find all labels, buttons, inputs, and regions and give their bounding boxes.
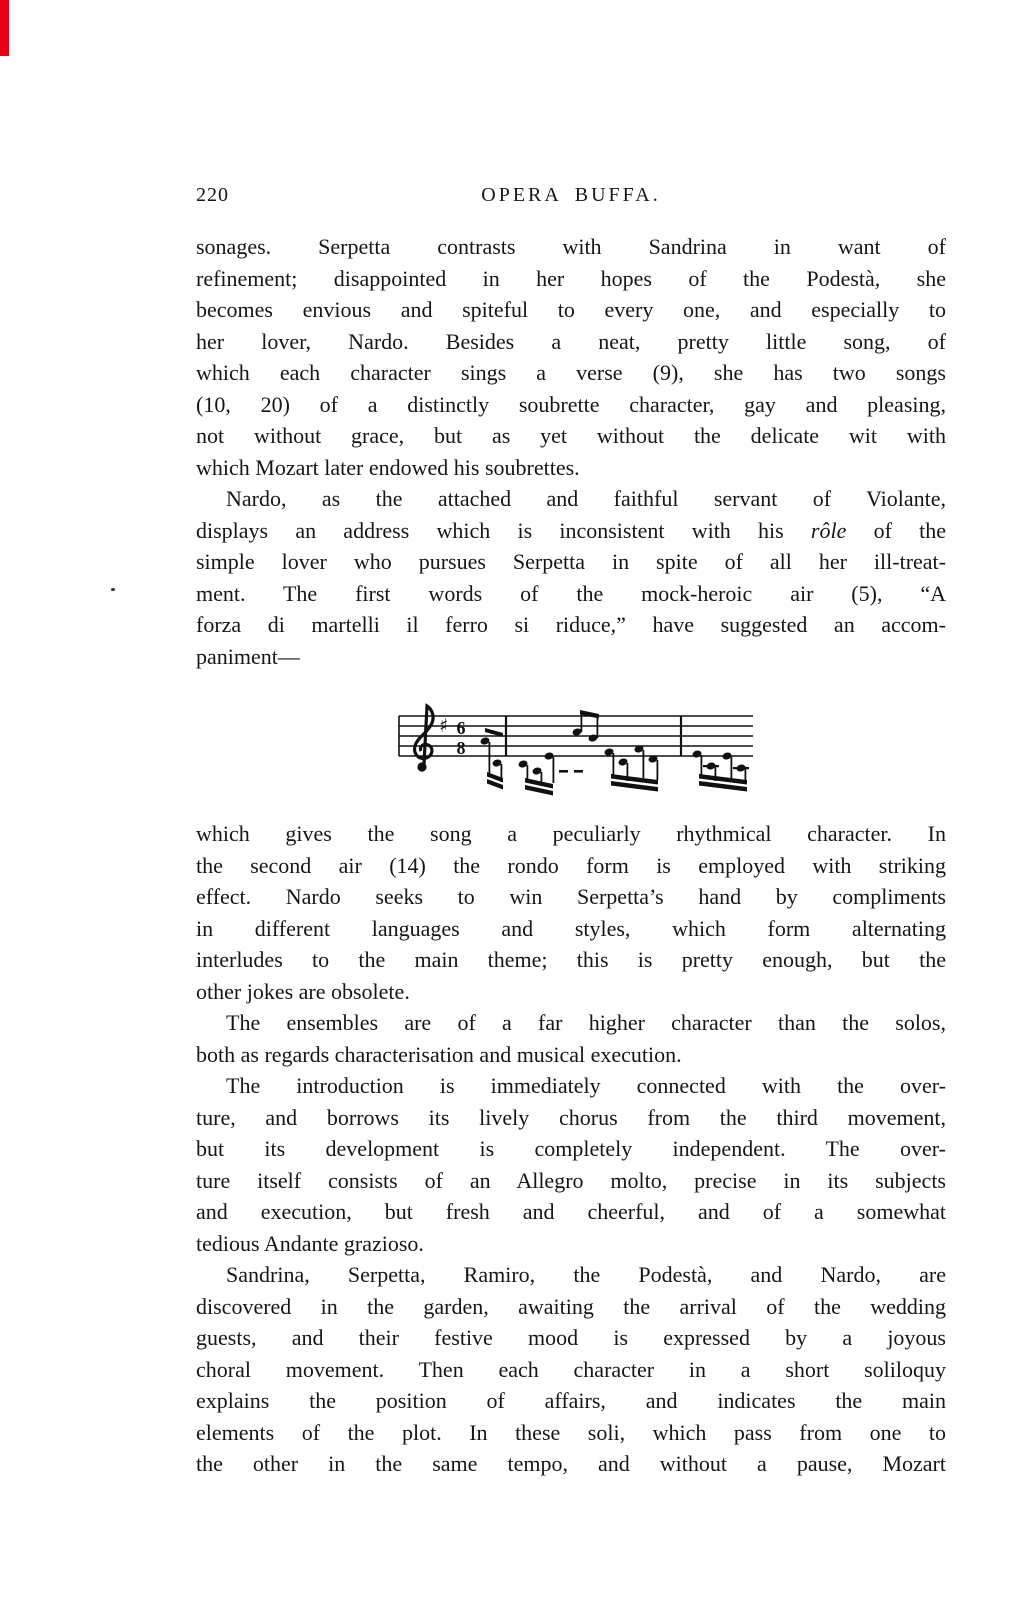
text-line: simple lover who pursues Serpetta in spite of all her ill-treat-: [196, 549, 946, 574]
text-line: and execution, but fresh and cheerful, and of a somewhat: [196, 1199, 946, 1224]
text-line: elements of the plot. In these soli, which pass from one to: [196, 1419, 946, 1445]
paragraph: [196, 1259, 946, 1480]
scan-red-mark: [0, 0, 9, 56]
text-line: discovered in the garden, awaiting the arrival of the wedding: [196, 1293, 946, 1319]
text-line: The ensembles are of a far higher character than the solos,: [226, 1010, 946, 1035]
running-title: OPERA BUFFA.: [481, 184, 661, 206]
paragraph: [196, 818, 946, 1007]
text-line: becomes envious and spiteful to every one, and especially to: [196, 297, 946, 322]
body-text: [196, 231, 946, 1480]
notes-measure-2: [518, 710, 659, 796]
text-line: choral movement. Then each character in a short soliloquy: [196, 1356, 946, 1382]
paragraph: [196, 231, 946, 483]
text-line: ture itself consists of an Allegro molto, precise in its subjects: [196, 1167, 946, 1193]
text-line: effect. Nardo seeks to win Serpetta’s hand by compliments: [196, 884, 946, 909]
text-line: sonages. Serpetta contrasts with Sandrina in want of: [196, 234, 946, 259]
text-line: the second air (14) the rondo form is employed with striking: [196, 852, 946, 878]
page-header: [196, 184, 946, 210]
paragraph: [196, 1070, 946, 1259]
text-line: the other in the same tempo, and without a pause, Mozart: [196, 1451, 946, 1476]
text-line: forza di martelli il ferro si riduce,” have suggested an accom-: [196, 612, 946, 637]
svg-text:8: 8: [456, 738, 466, 758]
text-line: but its development is completely independent. The over-: [196, 1136, 946, 1161]
margin-speck: [111, 588, 115, 591]
page-number: 220: [196, 184, 229, 206]
text-line: interludes to the main theme; this is pretty enough, but the: [196, 947, 946, 972]
key-signature-sharp: ♯: [439, 715, 449, 737]
text-line: Nardo, as the attached and faithful servant of Violante,: [226, 486, 946, 511]
text-line: ment. The first words of the mock-heroic air (5), “A: [196, 580, 946, 606]
text-line: refinement; disappointed in her hopes of the Podestà, she: [196, 265, 946, 291]
paragraph: [196, 1007, 946, 1070]
time-signature: [457, 718, 466, 758]
text-line: both as regards characterisation and musical execution.: [196, 1041, 682, 1067]
text-line: displays an address which is inconsistent with his rôle of the: [196, 517, 947, 543]
text-line: The introduction is immediately connected with the over-: [226, 1073, 946, 1098]
notes-measure-1: [480, 728, 503, 790]
text-line: her lover, Nardo. Besides a neat, pretty little song, of: [196, 328, 946, 354]
text-line: (10, 20) of a distinctly soubrette character, gay and pleasing,: [196, 391, 946, 417]
text-line: which Mozart later endowed his soubrettes.: [196, 454, 580, 480]
text-line: guests, and their festive mood is expressed by a joyous: [196, 1325, 946, 1350]
text-line: which gives the song a peculiarly rhythmical character. In: [196, 821, 946, 846]
paragraph: [196, 483, 946, 672]
music-notation-svg: [391, 694, 763, 798]
svg-text:6: 6: [456, 718, 466, 738]
text-line: which each character sings a verse (9), she has two songs: [196, 360, 946, 385]
text-line: Sandrina, Serpetta, Ramiro, the Podestà, and Nardo, are: [226, 1262, 946, 1287]
text-line: paniment—: [196, 643, 300, 669]
text-line: in different languages and styles, which form alternating: [196, 915, 946, 941]
text-line: tedious Andante grazioso.: [196, 1230, 424, 1256]
music-notation-figure: [391, 694, 763, 798]
text-line: explains the position of affairs, and indicates the main: [196, 1388, 946, 1413]
text-line: ture, and borrows its lively chorus from the third movement,: [196, 1104, 946, 1130]
text-line: not without grace, but as yet without the delicate wit with: [196, 423, 946, 448]
staff-lines: [399, 716, 753, 756]
text-line: other jokes are obsolete.: [196, 978, 410, 1004]
